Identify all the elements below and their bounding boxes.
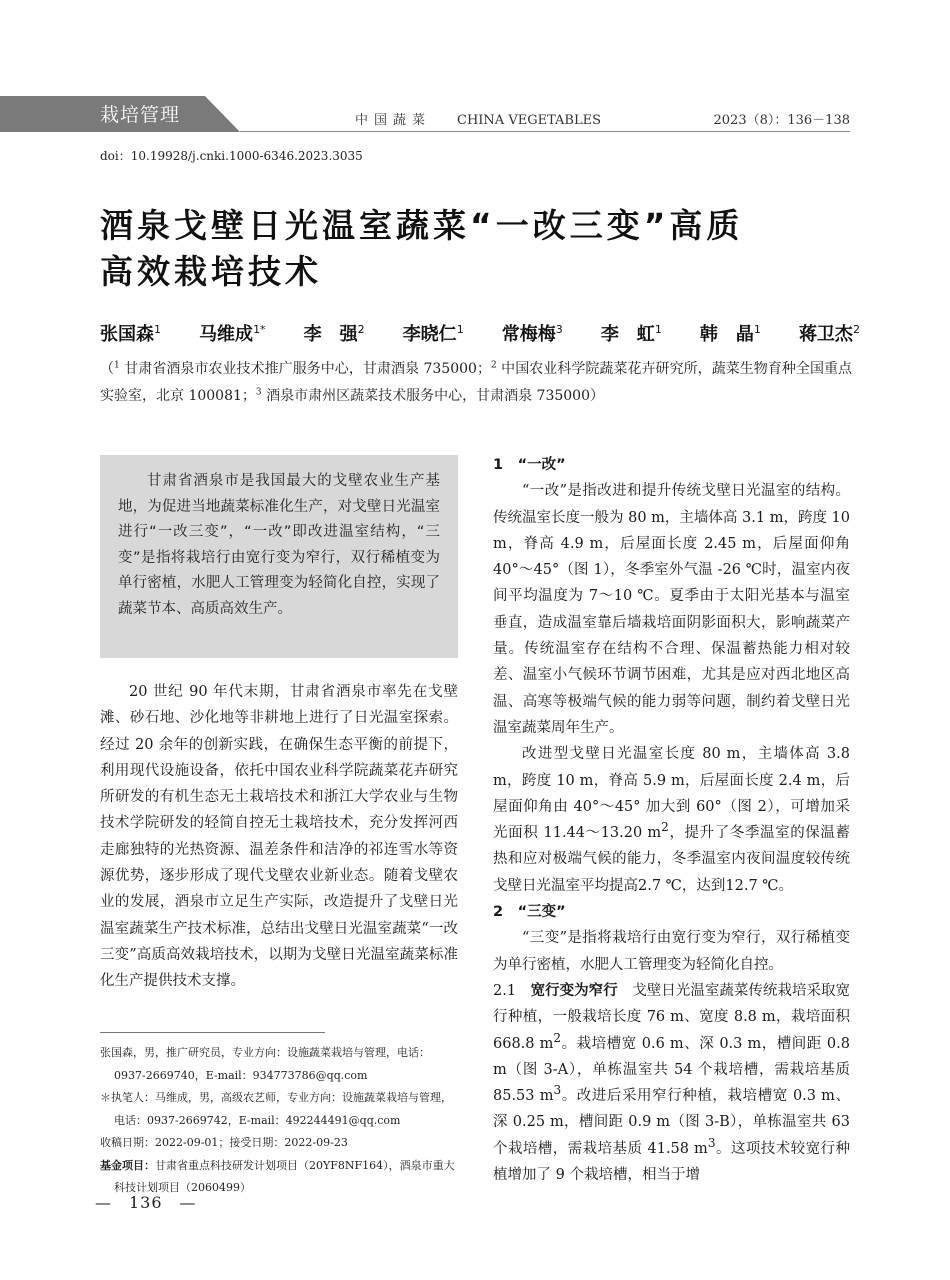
- author: 李 虹$^1$: [600, 323, 662, 345]
- paragraph: “三变”是指将栽培行由宽行变为窄行，双行稀植变为单行密植，水肥人工管理变为轻简化自控。: [493, 930, 850, 973]
- author: 马维成$^{1*}$: [199, 323, 266, 345]
- intro-column: [100, 679, 458, 995]
- journal-name-en: CHINA VEGETABLES: [457, 113, 602, 128]
- author: 李 强$^2$: [303, 323, 365, 345]
- footnote-author-1: 张国森，男，推广研究员，专业方向：设施蔬菜栽培与管理，电话：: [100, 1046, 430, 1059]
- title-line-1: 酒泉戈壁日光温室蔬菜“一改三变”高质: [100, 206, 744, 245]
- author: 张国森$^1$: [100, 323, 161, 345]
- issue-info: 2023（8）：136－138: [713, 113, 850, 128]
- abstract-box: [100, 455, 458, 658]
- footnote-dates: 收稿日期：2022-09-01；接受日期：2022-09-23: [100, 1136, 348, 1149]
- journal-name-cn: 中国蔬菜: [355, 113, 432, 128]
- affiliations: （$^1$ 甘肃省酒泉市农业技术推广服务中心，甘肃酒泉 735000；$^2$ 中国农业科学院蔬菜花卉研究所，蔬菜生物育种全国重点实验室，北京 100081；$^3$ 酒泉市肃州区蔬菜技术服务中心，甘肃酒泉 735000）: [100, 360, 853, 404]
- article-title: [100, 203, 860, 295]
- section-label: 栽培管理: [100, 104, 181, 126]
- footnote-corresponding: ＊执笔人：马维成，男，高级农艺师，专业方向：设施蔬菜栽培与管理，: [100, 1091, 452, 1104]
- footnotes: [100, 1042, 462, 1200]
- author: 常梅梅$^3$: [501, 323, 563, 345]
- footnote-corresponding-contact: 电话：0937-2669742，E-mail：492244491@qq.com: [114, 1113, 401, 1127]
- author: 韩 晶$^1$: [699, 323, 761, 345]
- author: 李晓仁$^1$: [402, 323, 464, 345]
- section-heading-1: 1 “一改”: [493, 457, 566, 473]
- footnote-author-1-contact: 0937-2669740，E-mail：934773786@qq.com: [114, 1068, 368, 1082]
- footnote-rule: [100, 1032, 325, 1033]
- subsection-2-1: 2.1 宽行变为窄行 戈壁日光温室蔬菜传统栽培采取宽行种植，一般栽培长度 76 m、宽度 8.8 m，栽培面积 668.8 $m^2$。栽培槽宽 0.6 m、深 0.3 m，槽间距 0.8 m（图 3-A），单栋温室共 54 个栽培槽，需栽培基质 85.53 $m^3$。改进后采用窄行种植，栽培槽宽 0.3 m、深 0.25 m，槽间距 0.9 m（图 3-B），单栋温室共 63 个栽培槽，需栽培基质 41.58 $m^3$。这项技术较宽行种植增加了 9 个栽培槽，相当于增: [493, 982, 851, 1184]
- paragraph: “一改”是指改进和提升传统戈壁日光温室的结构。传统温室长度一般为 80 m，主墙体高 3.1 m，跨度 10 m，脊高 4.9 m，后屋面长度 2.45 m，后屋面仰角 40°～45°（图 1），冬季室外气温 -26 ℃时，温室内夜间平均温度为 7～10 ℃。夏季由于太阳光基本与温室垂直，造成温室靠后墙栽培面阴影面积大，影响蔬菜产量。传统温室存在结构不合理、保温蓄热能力相对较差、温室小气候环节调节困难，尤其是应对西北地区高温、高寒等极端气候的能力弱等问题，制约着戈壁日光温室蔬菜周年生产。: [493, 483, 851, 736]
- footnote-funding: 基金项目：甘肃省重点科技研发计划项目（20YF8NF164），酒泉市重大: [100, 1158, 455, 1172]
- author-list: [100, 320, 860, 346]
- section-heading-2: 2 “三变”: [493, 904, 566, 921]
- author: 蒋卫杰$^2$: [798, 323, 860, 345]
- journal-name: [355, 109, 601, 128]
- page-number: — 136 —: [95, 1193, 197, 1212]
- main-column: [493, 452, 850, 1188]
- intro-paragraph: 20 世纪 90 年代末期，甘肃省酒泉市率先在戈壁滩、砂石地、沙化地等非耕地上进行了日光温室探索。经过 20 余年的创新实践，在确保生态平衡的前提下，利用现代设施设备，依托中国农业科学院蔬菜花卉研究所研发的有机生态无土栽培技术和浙江大学农业与生物技术学院研发的轻简自控无土栽培技术，充分发挥河西走廊独特的光热资源、温差条件和洁净的祁连雪水等资源优势，逐步形成了现代戈壁农业新业态。随着戈壁农业的发展，酒泉市立足生产实际，改造提升了戈壁日光温室蔬菜生产技术标准，总结出戈壁日光温室蔬菜“一改三变”高质高效栽培技术，以期为戈壁日光温室蔬菜标准化生产提供技术支撑。: [100, 684, 458, 990]
- header-rule: [240, 131, 850, 132]
- footnote-funding-cont: 科技计划项目（2060499）: [114, 1181, 251, 1194]
- doi: doi：10.19928/j.cnki.1000-6346.2023.3035: [100, 149, 363, 163]
- paragraph: 改进型戈壁日光温室长度 80 m，主墙体高 3.8 m，跨度 10 m，脊高 5.9 m，后屋面长度 2.4 m，后屋面仰角由 40°～45° 加大到 60°（图 2），可增加采光面积 11.44～13.20 $m^2$，提升了冬季温室的保温蓄热和应对极端气候的能力，冬季温室内夜间温度较传统戈壁日光温室平均提高2.7 ℃，达到12.7 ℃。: [493, 746, 850, 894]
- abstract-text: 甘肃省酒泉市是我国最大的戈壁农业生产基地，为促进当地蔬菜标准化生产，对戈壁日光温室进行“一改三变”，“一改”即改进温室结构，“三变”是指将栽培行由宽行变为窄行，双行稀植变为单行密植，水肥人工管理变为轻简化自控，实现了蔬菜节本、高质高效生产。: [118, 473, 440, 617]
- title-line-2: 高效栽培技术: [100, 252, 322, 291]
